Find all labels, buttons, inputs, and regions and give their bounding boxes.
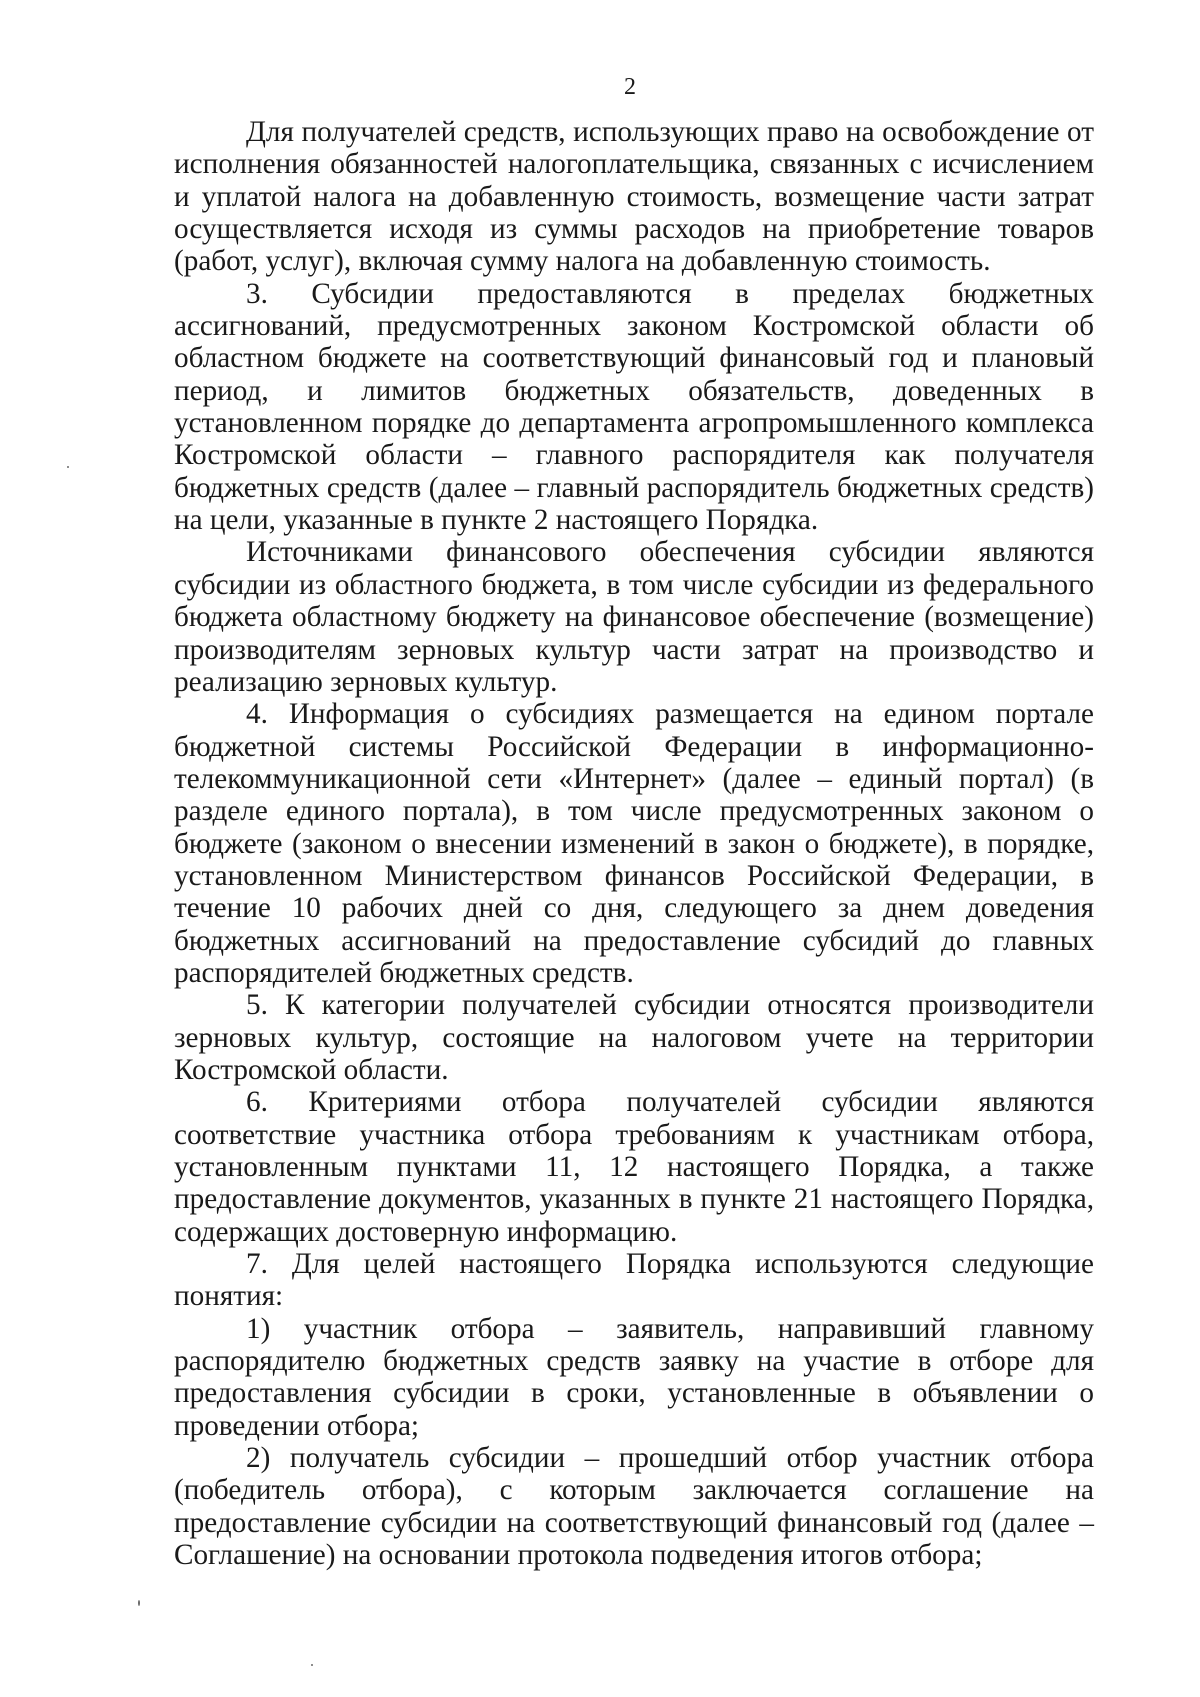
scan-speck bbox=[138, 1600, 140, 1606]
paragraph-3-budget-limits: 3. Субсидии предоставляются в пределах бюджетных ассигнований, предусмотренных законом Костромской области об областном бюджете на соответствующий финансовый год и плановый период, и лимитов бюджетных обязательств, доведенных в установленном порядке до департамента агропромышленного комплекса Костромской области – главного распорядителя как получателя бюджетных средств (далее – главный распорядитель бюджетных средств) на цели, указанные в пункте 2 настоящего Порядка. bbox=[174, 277, 1094, 537]
page-number: 2 bbox=[624, 74, 636, 100]
definition-1-participant: 1) участник отбора – заявитель, направивший главному распорядителю бюджетных средств заявку на участие в отборе для предоставления субсидии в сроки, установленные в объявлении о проведении отбора; bbox=[174, 1312, 1094, 1442]
paragraph-funding-sources: Источниками финансового обеспечения субсидии являются субсидии из областного бюджета, в том числе субсидии из федерального бюджета областному бюджету на финансовое обеспечение (возмещение) производителям зерновых культур части затрат на производство и реализацию зерновых культур. bbox=[174, 536, 1094, 698]
document-body bbox=[174, 116, 1094, 1571]
paragraph-4-portal-info: 4. Информация о субсидиях размещается на едином портале бюджетной системы Российской Федерации в информационно-телекоммуникационной сети «Интернет» (далее – единый портал) (в разделе единого портала), в том числе предусмотренных законом о бюджете (законом о внесении изменений в закон о бюджете), в порядке, установленном Министерством финансов Российской Федерации, в течение 10 рабочих дней со дня, следующего за днем доведения бюджетных ассигнований на предоставление субсидий до главных распорядителей бюджетных средств. bbox=[174, 698, 1094, 989]
scan-speck bbox=[311, 1664, 313, 1666]
paragraph-5-recipient-category: 5. К категории получателей субсидии относятся производители зерновых культур, состоящие на налоговом учете на территории Костромской области. bbox=[174, 989, 1094, 1086]
paragraph-vat-exemption: Для получателей средств, использующих право на освобождение от исполнения обязанностей налогоплательщика, связанных с исчислением и уплатой налога на добавленную стоимость, возмещение части затрат осуществляется исходя из суммы расходов на приобретение товаров (работ, услуг), включая сумму налога на добавленную стоимость. bbox=[174, 116, 1094, 278]
paragraph-6-selection-criteria: 6. Критериями отбора получателей субсидии являются соответствие участника отбора требованиям к участникам отбора, установленным пунктами 11, 12 настоящего Порядка, а также предоставление документов, указанных в пункте 21 настоящего Порядка, содержащих достоверную информацию. bbox=[174, 1086, 1094, 1248]
paragraph-7-definitions: 7. Для целей настоящего Порядка используются следующие понятия: bbox=[174, 1248, 1094, 1313]
scan-speck bbox=[67, 466, 69, 468]
definition-2-recipient: 2) получатель субсидии – прошедший отбор участник отбора (победитель отбора), с которым заключается соглашение на предоставление субсидии на соответствующий финансовый год (далее – Соглашение) на основании протокола подведения итогов отбора; bbox=[174, 1442, 1094, 1572]
